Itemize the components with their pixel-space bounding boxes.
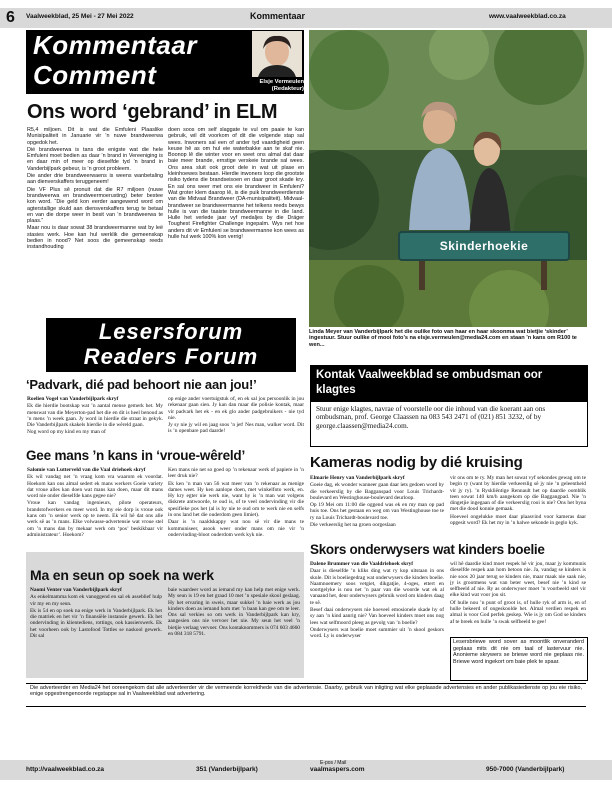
- comment-banner-line2: Comment: [33, 60, 157, 90]
- paragraph: Vroue kan vandag ingenieurs, pilote operateurs, brandstofwerkers en meer word. In my eie dorp is vroue ook kans om ’n senior werk op te neem. Ek wil hê dat ons alle werk sê as ’n mans. Elke volwasse-advertensie wat vroue stel om ’n mans dan by mekaar werk om ‘pos’ beskikbaar vir administrateur’. Hoekom?: [27, 500, 163, 538]
- editorial-headline: Ons word ‘gebrand’ in ELM: [27, 101, 278, 123]
- paragraph: Nog word op my kind en my man of: [27, 429, 106, 436]
- letters-policy-text: Lesersbriewe word sover as moontlik onveranderd geplaas mits dit nie om taal of lastervuur nie. Anonieme skrywers se briewe word nie geplaas nie. Briewe word ingekort om baie plek te spaar.: [453, 639, 584, 665]
- paragraph: Die verkeerslig het na groen oorgeslaan: [310, 522, 396, 529]
- letter4-column-2: [450, 561, 586, 635]
- byline: Salomie van Lutterveld van die Vaal driehoek skryf: [27, 467, 146, 473]
- paragraph: Dié brandweerwa is tans die enigste wat die hele Emfuleni moet bedien as daar ’n brand in Vereeniging is en daar min of meer op dieselfde tyd ’n brand in Vanderbijlpark gebeur, is ’n groot probleem.: [27, 146, 163, 172]
- letter1-column-1: [27, 396, 163, 442]
- paragraph: Die ander drie brandweerwaens is weens wanbetaling aan dienverskaffers teruggeneem!: [27, 173, 163, 186]
- letter1-headline: ‘Padvark, dié pad behoort nie aan jou!’: [26, 377, 257, 392]
- paragraph: Daar is dieselfde ’n kliks ding wat ry kop uitstaan in ons skole. Dit is boeliegedrag wat onderwysers die kinders boelie. Naamnoemery soos vetgiet, dikgatjie, 4-oges, ettert en soortgelyke is nou net ’n paar van die woorde wat ek al vanaand het, deur onderwysers gebruik word om kinders daag te sê.: [310, 568, 444, 606]
- byline: Dalene Brummer van die Vaaldriehoek skryf: [310, 561, 414, 567]
- letter4-headline: Skors onderwysers wat kinders boelie: [310, 542, 545, 557]
- paragraph: Ek wil vandag net ’n vraag kom vra waarom ek voordat. Hoekom kan ons almal sedert ek mans werkers Goeie variety dat vroue alles kan doen wat mans kan doen, maar dit mans word nie onder dieselfde kans gegee nie?: [27, 474, 163, 500]
- footer-website: http://vaalweekblad.co.za: [26, 766, 105, 773]
- letter3-column-2: [450, 475, 586, 535]
- paragraph: vir ons om te ry. My man het sowat vyf sekondes gewag om te begin ry (want by hierdie verkeerslig sê jy nie ’n geleentheid vir jy ry). ’n Ryskliëntige Rennault het op daardie oomblik teen sowat 140 km/h aangekom op die Baggangpad. Nie ’n dingetjie ingegaan of die verkeerslig rooi is nie? Ons het byna met die dood konnie gemaak.: [450, 475, 586, 513]
- paragraph: Die VF Plus sê pronuit dat die R7 miljoen (nuwe brandweerwa en brandweermoerusting) beter bestee kon word. “Die geld kon eerder aangewend word om agterstallige skuld aan diensverskaffers terug te betaal en van die dorpe weer in besit van ’n brandweerwa te plaas.”: [27, 186, 163, 225]
- page-number: 6: [6, 9, 15, 26]
- footer-email-label: E-pos / Mail: [320, 760, 347, 766]
- comment-banner-line1: Kommentaar: [33, 30, 197, 60]
- author-byline: [224, 79, 304, 92]
- paragraph: Besef daai onderwysers nie hoeveel emosionele skade hy of sy aan ’n kind aanrig nie? Van hoeveel kinders moet ons nog lees wat selfmoord pleeg as gevolg van ’n boelie?: [310, 607, 444, 626]
- garden-sign-text: Skinderhoekie: [439, 239, 529, 253]
- paragraph: Jy sy nie jy wil en jaag soos ’n jet! Nes man, walker word. Dit is ’n openbare pad daarde!: [168, 422, 304, 435]
- paragraph: Ek ken ’n man van 56 wat meer van ’n rekenaar as menige dames weet. Hy ken aanlope doen, met winkelfoto werk, en. Hy kry egter nie werk nie, want hy is ’n man wat volgens diskrete antwoorde, te oud is, of te veel ondervinding vir die spesifieke pos het (al is hy nie te oud om te werk nie en selfs in ons land het die ouderdom geen limiet).: [168, 480, 304, 519]
- footer-email: vaalmaspers.com: [310, 766, 365, 773]
- letter2-headline: Gee mans ’n kans in ‘vroue-wêreld’: [26, 448, 246, 463]
- paragraph: wil hê daardie kind moet respek hê vir jou, maar jy kommunis dieselfde respek aan hom betoon nie. Ja, vandag se kinders is nie soos 20 jaar terug se kinders nie, maar maak nie saak nie, jy is grootmens wat van beter weet, besef nie ’n kind se selfbeeld af nie. Ry as onderwyser moet ’n voorbeeld stel vir elke kind wat voor jou sit.: [450, 561, 586, 599]
- letter4-column-1: [310, 561, 444, 677]
- paragraph: Onderwysers wat boelie moet summier uit ’n skool geskors word. Ly is onderwyser: [310, 626, 444, 640]
- byline: Elmarie Henry van Vanderbijlpark skryf: [310, 475, 405, 481]
- paragraph: As enkelmamma kom ek vanoggend en sal ek asseblief hulp vir my en my seun.: [30, 594, 162, 607]
- paragraph: Hoeveel ongelukke moet daar plaasvind voor kameras daar opgesit word? Ek het my in ’n halwe sekonde in geglo kyk.: [450, 513, 586, 527]
- editorial-column-1: [27, 127, 163, 317]
- paragraph: Daar is ’n naaldskappy wat nou sê vir die mans te kommuniseer, asook weer onder mans om nie vir ’n ondervinding-bloot ouderdom werk kyk nie.: [168, 519, 304, 538]
- byline: Roelien Vogel van Vanderbijlpark skryf: [27, 396, 119, 402]
- author-name: Elsje Vermeulen: [259, 79, 304, 85]
- readers-banner-line1: Lesersforum: [98, 319, 244, 344]
- section-name: Kommentaar: [250, 11, 306, 21]
- garden-photo: [309, 30, 587, 327]
- letter3-column-1: [310, 475, 444, 535]
- footer-phone-right: 950-7000 (Vanderbijlpark): [486, 766, 565, 773]
- issue-date: Vaalweekblad, 25 Mei - 27 Mei 2022: [26, 13, 134, 20]
- paragraph: Ken mans nie net so goed op ’n rekenaar werk of papiere in ’n leer druk nie?: [168, 467, 304, 480]
- paragraph: Maar nou is daar sowat 38 brandweermanne wat by leë stasies werk. Hoe kan hul werklik die gemeenskap bedien in nood? Net soos die gemeenskap reeds instandhouding: [27, 225, 163, 251]
- paragraph: Of hulle nou ’n punt of groot is, of hulle ryk of arm is, en of hulle bekeerd of ongeskoolde het. Almal verdien respek en almal is voor God perfek geskep. Wie is jy om God se kinders af te breek en hulle ’n swak selfbeeld te gee!: [450, 599, 586, 625]
- letter5-headline: Ma en seun op soek na werk: [30, 567, 214, 583]
- letter2-column-2: [168, 467, 304, 547]
- letter2-column-1: [27, 467, 163, 547]
- contact-box-body: Stuur enige klagtes, navrae of voorstelle oor die inhoud van die koerant aan ons ombudsman, prof. George Claassen na 083 543 2471 of (021) 851 3232, of by george.claassen@media24.com.: [316, 405, 546, 430]
- footer-phone-center: 351 (Vanderbijlpark): [196, 766, 258, 773]
- letter1-column-2: [168, 396, 304, 442]
- paragraph: Op 19 Mei om 11:00 die oggend was ek en my man op pad huis toe. Ons het gestaan en weg om van Westinghouse toe te ry na Louis Trichardt-boulevard toe.: [310, 502, 444, 521]
- editorial-column-2: [168, 127, 304, 317]
- paragraph: doen soos om self slaggate te vul om paaie te kan gebruik, wil dit voorkom of dit die volgende stap sal wees. Inwoners sal een of ander tyd vaardigheid geen keuse hê as om hul eie waterbakke aan te skaf nie. Boonop lê die winter voor en weet ons almal dat daar baie meer brande, ernstige verskeie brande sal wees. Ons area sluit ook groot dele in wat uit plase en kleinhoewes bestaan. Hierdie inwoners loop die grootste risiko tydens die brandseisoen en daar groot skade kry. En sal ons weer met ons eie brandweer in Emfuleni? Wat groter klem daarop lê, is die puik brandweerdienste van die Midvaal Brandweer (DA-munisipaliteit). Midvaal-brandweer se brandweermanne het telkens reeds bewys hulle is van die taaiste brandweermanne in die land. Hulle het verlede jaar vyf medaljes by die Dräger Toughest Firefighter Challenge ingepalm. Wys net hoe anders dit vir Emfuleni se brandweermanne kon wees as hulle hul werk 100% kon verrig!: [168, 127, 304, 241]
- author-role: (Redakteur): [271, 85, 304, 92]
- paragraph: op enige ander voertuigstuk of, en ek sal jou persoonlik in jou rekenaar gaan sien. Jy kan dan maar die polisie kontak, maar vir padvark het ek - en ek glo ander padgebruikers - nie tyd nie.: [168, 396, 304, 421]
- author-photo: [252, 31, 302, 77]
- byline: Naomi Venter van Vanderbijlpark skryf: [30, 587, 122, 593]
- header-website: www.vaalweekblad.co.za: [489, 13, 566, 20]
- letter5-column-1: [30, 587, 162, 675]
- paragraph: Ek die hierdie bootskap wat ’n aantal mense gemerk het. My menswat van die Meyerton-pad het die en dit is heel benoud as ’n mens ’n week gaan. Jy word in hierdie die straat in gekyk. Die Vanderbijlpark skakels hierdie in die wêreld gaan.: [27, 403, 163, 429]
- paragraph: R5,4 miljoen. Dit is wat die Emfuleni Plaaslike Munisipaliteit in Januarie vir ’n nuwe brandweerwa opgedok het.: [27, 127, 163, 146]
- paragraph: baie waardeer word as iemand my kan help met enige werk. My seun is 19 en het graad 10 met ’n spesiale skool geslaag. Hy het ervaring in sweis, maar sukkel ’n baie werk as jou kinders doen as iemand hom met ’n baan kan gee om te leer. Ons sal verkies so om werk in Vanderbijlpark kan kry, aangesien ons nie vervoer het nie. My seun het veel ’n bietjie verlaag vervoer. Ons kontaknommers is 074 603 4660 en 084 318 5791.: [168, 587, 300, 638]
- disclaimer-text: Die adverteerder en Media24 het ooreengekom dat alle adverteerder vir die vermeende korrekthede van die advertensie. Daarby, gebruik van inligting wat elke geplaasde advertensies en ander publikasiedienste op jou eie risiko, enige opgestrengenoorde regstappe sal in Vaalweekblad wat advertering.: [30, 685, 582, 698]
- readers-banner-line2: Readers Forum: [83, 344, 259, 369]
- letter3-headline: Kameras nodig by dié kruising: [310, 454, 523, 471]
- paragraph: Ek is 54 en op soek na enige werk in Vanderbijlpark. Ek het die matriek en het vir ’n finansiële instansie gewerk. Ek het ondervinding in klientediens, rottings, ook kassierswerk. Ek het voorheen ook by Lastofood Tottles se naskool gewerk. Dit sal: [30, 607, 162, 640]
- paragraph: Goeie dag, ek wonder wanneer gaan daar iets gedoen word by die verkeerslig by die Bagganspad voor Louis Trichardt-boulevard en Westinghouse-boulevard deurloop.: [310, 482, 444, 501]
- photo-caption: Linda Meyer van Vanderbijlpark het die oulike foto van haar en haar skoonma wat bietjie ‘skinder’ ingestuur. Stuur oulike of mooi foto’s na elsje.vermeulen@media24.com en staan ’n kans om R100 te wen...: [309, 329, 577, 348]
- letter5-column-2: [168, 587, 300, 675]
- contact-box-title: Kontak Vaalweekblad se ombudsman oor klagtes: [316, 369, 543, 396]
